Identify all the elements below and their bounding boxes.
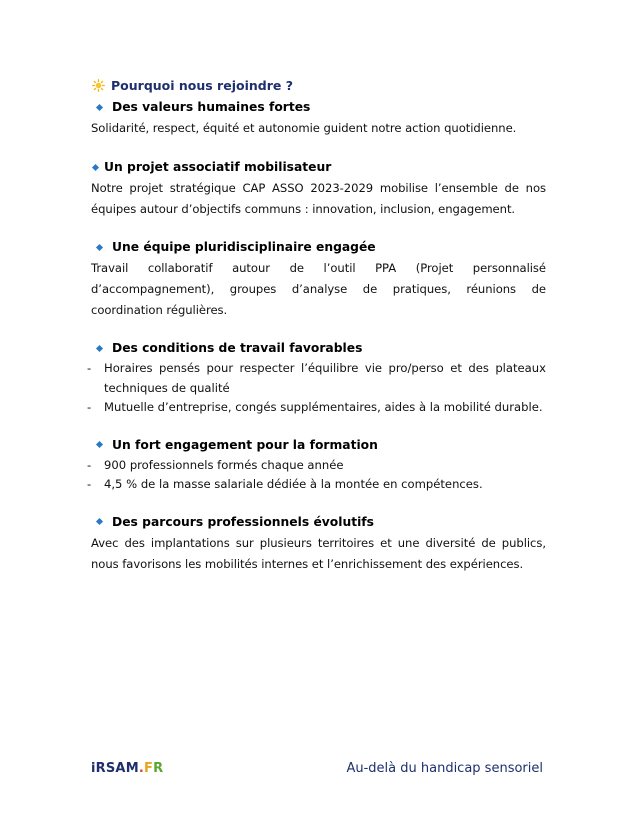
dash-bullet-icon: - [87, 361, 92, 375]
section-conditions [87, 339, 546, 418]
section-heading [91, 238, 546, 256]
section-heading [91, 158, 546, 176]
section-heading [91, 339, 546, 357]
section-team [91, 238, 546, 321]
list-item [88, 475, 546, 495]
diamond-bullet-icon [96, 243, 103, 250]
dash-bullet-icon: - [87, 400, 92, 414]
dash-bullet-icon: - [87, 457, 92, 472]
list-item-text: Mutuelle d’entreprise, congés supplémentaires, aides à la mobilité durable. [104, 400, 543, 414]
diamond-bullet-icon [96, 441, 103, 448]
page-title [91, 76, 546, 94]
footer-tagline: Au-delà du handicap sensoriel [346, 761, 543, 776]
section-heading [91, 513, 546, 531]
section-heading-text: Des conditions de travail favorables [112, 341, 363, 355]
irsam-logo[interactable] [91, 761, 163, 776]
list-item [88, 359, 546, 398]
page-title-text: Pourquoi nous rejoindre ? [111, 77, 293, 93]
list-item [88, 456, 546, 476]
list-item [88, 398, 546, 418]
section-values [91, 98, 546, 139]
section-paragraph: Travail collaboratif autour de l’outil PPA (Projet personnalisé d’accompagnement), groupes d’analyse de pratiques, réunions de coordination régulières. [91, 261, 546, 317]
section-heading [91, 98, 546, 116]
section-heading-text: Des parcours professionnels évolutifs [112, 514, 374, 529]
diamond-bullet-icon [96, 518, 103, 525]
section-paragraph: Avec des implantations sur plusieurs territoires et une diversité de publics, nous favorisons les mobilités internes et l’enrichissement des expériences. [91, 535, 546, 571]
diamond-bullet-icon [96, 344, 103, 351]
diamond-bullet-icon [92, 163, 99, 170]
list-item-text: 900 professionnels formés chaque année [104, 457, 344, 472]
dash-bullet-icon: - [87, 477, 92, 491]
section-paragraph: Solidarité, respect, équité et autonomie guident notre action quotidienne. [91, 121, 517, 135]
section-careers [91, 513, 546, 575]
section-heading-text: Un fort engagement pour la formation [112, 437, 378, 452]
section-heading-text: Un projet associatif mobilisateur [104, 160, 332, 174]
logo-dot: . [138, 761, 144, 776]
main-content [87, 76, 546, 593]
logo-r: R [153, 761, 164, 776]
list-item-text: Horaires pensés pour respecter l’équilibre vie pro/perso et des plateaux techniques de qualité [104, 361, 546, 395]
section-heading-text: Une équipe pluridisciplinaire engagée [112, 240, 376, 254]
section-heading [91, 436, 546, 454]
bullet-list [87, 359, 546, 418]
section-paragraph: Notre projet stratégique CAP ASSO 2023-2029 mobilise l’ensemble de nos équipes autour d’objectifs communs : innovation, inclusion, engagement. [91, 181, 546, 216]
logo-f: F [143, 761, 154, 776]
section-project [91, 158, 546, 220]
list-item-text: 4,5 % de la masse salariale dédiée à la montée en compétences. [104, 477, 483, 491]
logo-main-text: iRSAM [91, 761, 139, 776]
sun-icon [91, 79, 106, 92]
bullet-list [87, 456, 546, 495]
section-heading-text: Des valeurs humaines fortes [112, 100, 311, 114]
section-training [87, 436, 546, 495]
diamond-bullet-icon [96, 103, 103, 110]
